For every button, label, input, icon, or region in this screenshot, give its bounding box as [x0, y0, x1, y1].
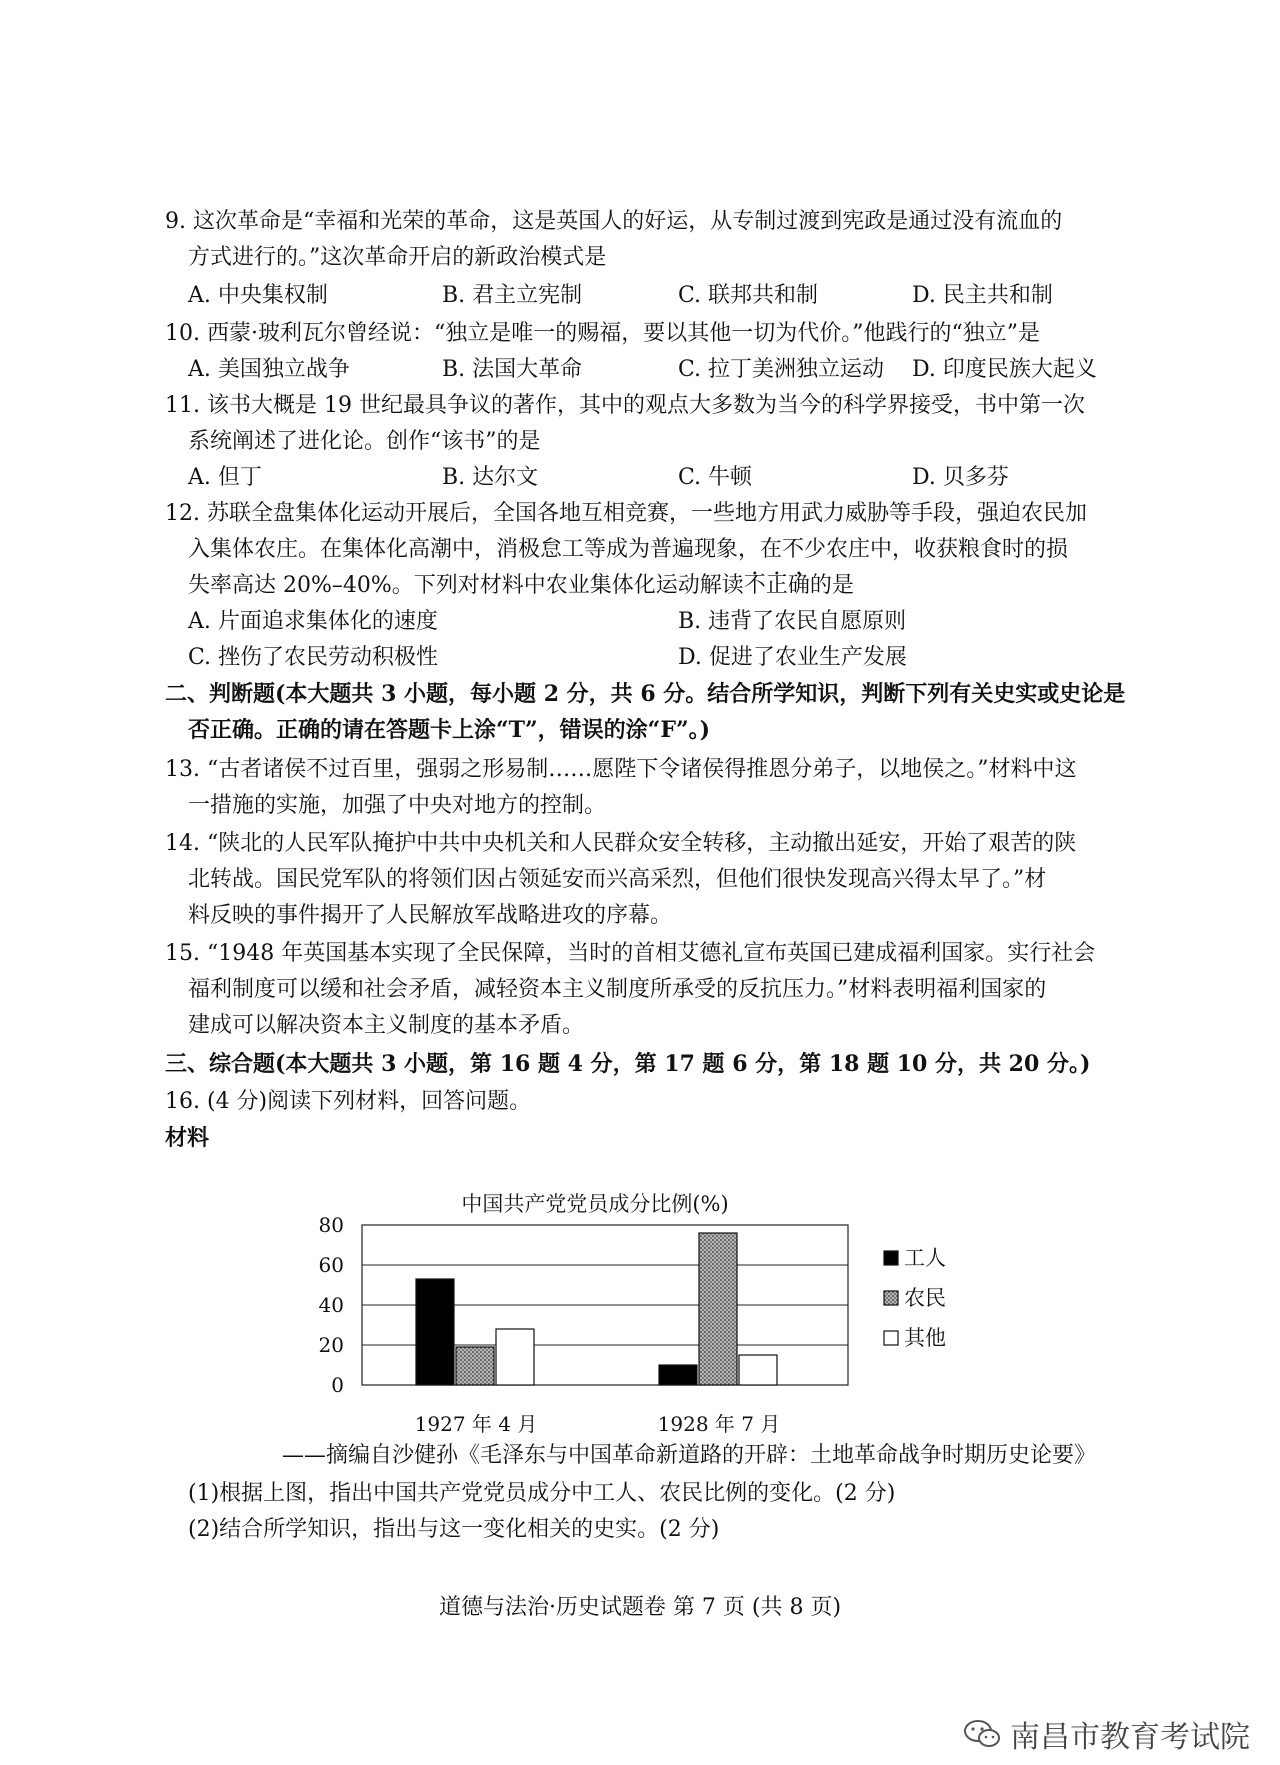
legend-label: 其他: [904, 1326, 946, 1350]
x-category-label: 1927 年 4 月: [414, 1412, 538, 1436]
section2-heading-line2: 否正确。正确的请在答题卡上涂“T”，错误的涂“F”。): [188, 717, 711, 743]
legend-label: 工人: [904, 1246, 946, 1270]
bar-农民: [456, 1347, 494, 1385]
q9-line1: 9. 这次革命是“幸福和光荣的革命，这是英国人的好运，从专制过渡到宪政是通过没有流血的: [165, 209, 1063, 234]
q12-line3-start: 失率高达 20%–40%。下列对材料中农业集体化运动解读: [188, 573, 744, 598]
chart-title: 中国共产党党员成分比例(%): [461, 1192, 729, 1216]
q12-line1: 12. 苏联全盘集体化运动开展后，全国各地互相竞赛，一些地方用武力威胁等手段，强迫农民加: [165, 501, 1087, 526]
chart-source: ——摘编自沙健孙《毛泽东与中国革命新道路的开辟：土地革命战争时期历史论要》: [282, 1443, 1097, 1468]
party-composition-chart: [300, 1155, 1140, 1475]
q16-subquestion-1: (1)根据上图，指出中国共产党党员成分中工人、农民比例的变化。(2 分): [188, 1481, 896, 1506]
q9-option-d: D. 民主共和制: [912, 283, 1053, 308]
y-tick-label: 20: [318, 1333, 344, 1357]
q16-subquestion-2: (2)结合所学知识，指出与这一变化相关的史实。(2 分): [188, 1517, 720, 1542]
q10-option-c: C. 拉丁美洲独立运动: [678, 357, 885, 382]
q12-option-a: A. 片面追求集体化的速度: [188, 609, 438, 634]
q12-line3-end: 的是: [809, 573, 854, 598]
q11-line1: 11. 该书大概是 19 世纪最具争议的著作，其中的观点大多数为当今的科学界接受，书中第一次: [165, 393, 1085, 418]
bar-工人: [416, 1279, 454, 1385]
q11-line2: 系统阐述了进化论。创作“该书”的是: [188, 429, 541, 454]
q16-line1: 16. (4 分)阅读下列材料，回答问题。: [165, 1089, 532, 1114]
bar-其他: [739, 1355, 777, 1385]
legend-swatch: [884, 1251, 898, 1265]
y-tick-label: 40: [318, 1293, 344, 1317]
q12-option-b: B. 违背了农民自愿原则: [678, 609, 907, 634]
y-tick-label: 0: [331, 1373, 344, 1397]
q9-line2: 方式进行的。”这次革命开启的新政治模式是: [188, 245, 607, 270]
y-tick-label: 60: [318, 1253, 344, 1277]
emphasis-char: 不: [743, 573, 766, 598]
q9-option-a: A. 中央集权制: [188, 283, 328, 308]
q14-line1: 14. “陕北的人民军队掩护中共中央机关和人民群众安全转移，主动撤出延安，开始了艰苦的陕: [165, 831, 1077, 856]
q10-line1: 10. 西蒙·玻利瓦尔曾经说：“独立是唯一的赐福，要以其他一切为代价。”他践行的“独立”是: [165, 321, 1040, 346]
q10-option-d: D. 印度民族大起义: [912, 357, 1097, 382]
bar-农民: [699, 1233, 737, 1385]
q12-option-c: C. 挫伤了农民劳动积极性: [188, 645, 439, 670]
section2-heading-line1: 二、判断题(本大题共 3 小题，每小题 2 分，共 6 分。结合所学知识，判断下列有关史实或史论是: [165, 681, 1126, 707]
q14-line2: 北转战。国民党军队的将领们因占领延安而兴高采烈，但他们很快发现高兴得太早了。”材: [188, 867, 1047, 892]
q12-option-d: D. 促进了农业生产发展: [678, 645, 907, 670]
q11-option-a: A. 但丁: [188, 465, 262, 490]
q13-line2: 一措施的实施，加强了中央对地方的控制。: [188, 793, 607, 818]
legend-label: 农民: [904, 1286, 946, 1310]
watermark-text: 南昌市教育考试院: [1010, 1720, 1250, 1755]
q10-option-b: B. 法国大革命: [442, 357, 583, 382]
watermark: [962, 1712, 1250, 1756]
emphasis-char: 确: [787, 573, 810, 598]
q15-line2: 福利制度可以缓和社会矛盾，减轻资本主义制度所承受的反抗压力。”材料表明福利国家的: [188, 977, 1047, 1002]
q12-line3: [188, 568, 1128, 604]
q15-line1: 15. “1948 年英国基本实现了全民保障，当时的首相艾德礼宣布英国已建成福利国家。实行社会: [165, 941, 1096, 966]
legend-swatch: [884, 1331, 898, 1345]
q12-emphasis-text: [744, 573, 810, 598]
q12-line2: 入集体农庄。在集体化高潮中，消极怠工等成为普遍现象，在不少农庄中，收获粮食时的损: [188, 537, 1069, 562]
q13-line1: 13. “古者诸侯不过百里，强弱之形易制……愿陛下令诸侯得推恩分弟子，以地侯之。”材料中这: [165, 757, 1077, 782]
q9-option-c: C. 联邦共和制: [678, 283, 819, 308]
q15-line3: 建成可以解决资本主义制度的基本矛盾。: [188, 1013, 585, 1038]
section3-heading: 三、综合题(本大题共 3 小题，第 16 题 4 分，第 17 题 6 分，第 18 题 10 分，共 20 分。): [165, 1051, 1091, 1077]
page-footer: 道德与法治·历史试题卷 第 7 页 (共 8 页): [438, 1595, 842, 1620]
y-tick-label: 80: [318, 1213, 344, 1237]
q11-option-c: C. 牛顿: [678, 465, 753, 490]
q9-option-b: B. 君主立宪制: [442, 283, 583, 308]
q11-option-b: B. 达尔文: [442, 465, 539, 490]
q11-option-d: D. 贝多芬: [912, 465, 1009, 490]
emphasis-char: 正: [765, 573, 788, 598]
bar-其他: [496, 1329, 534, 1385]
q10-option-a: A. 美国独立战争: [188, 357, 350, 382]
bar-工人: [659, 1365, 697, 1385]
x-category-label: 1928 年 7 月: [657, 1412, 781, 1436]
legend-swatch: [884, 1291, 898, 1305]
wechat-icon: [962, 1717, 1002, 1751]
q14-line3: 料反映的事件揭开了人民解放军战略进攻的序幕。: [188, 903, 673, 928]
material-label: 材料: [165, 1125, 210, 1151]
